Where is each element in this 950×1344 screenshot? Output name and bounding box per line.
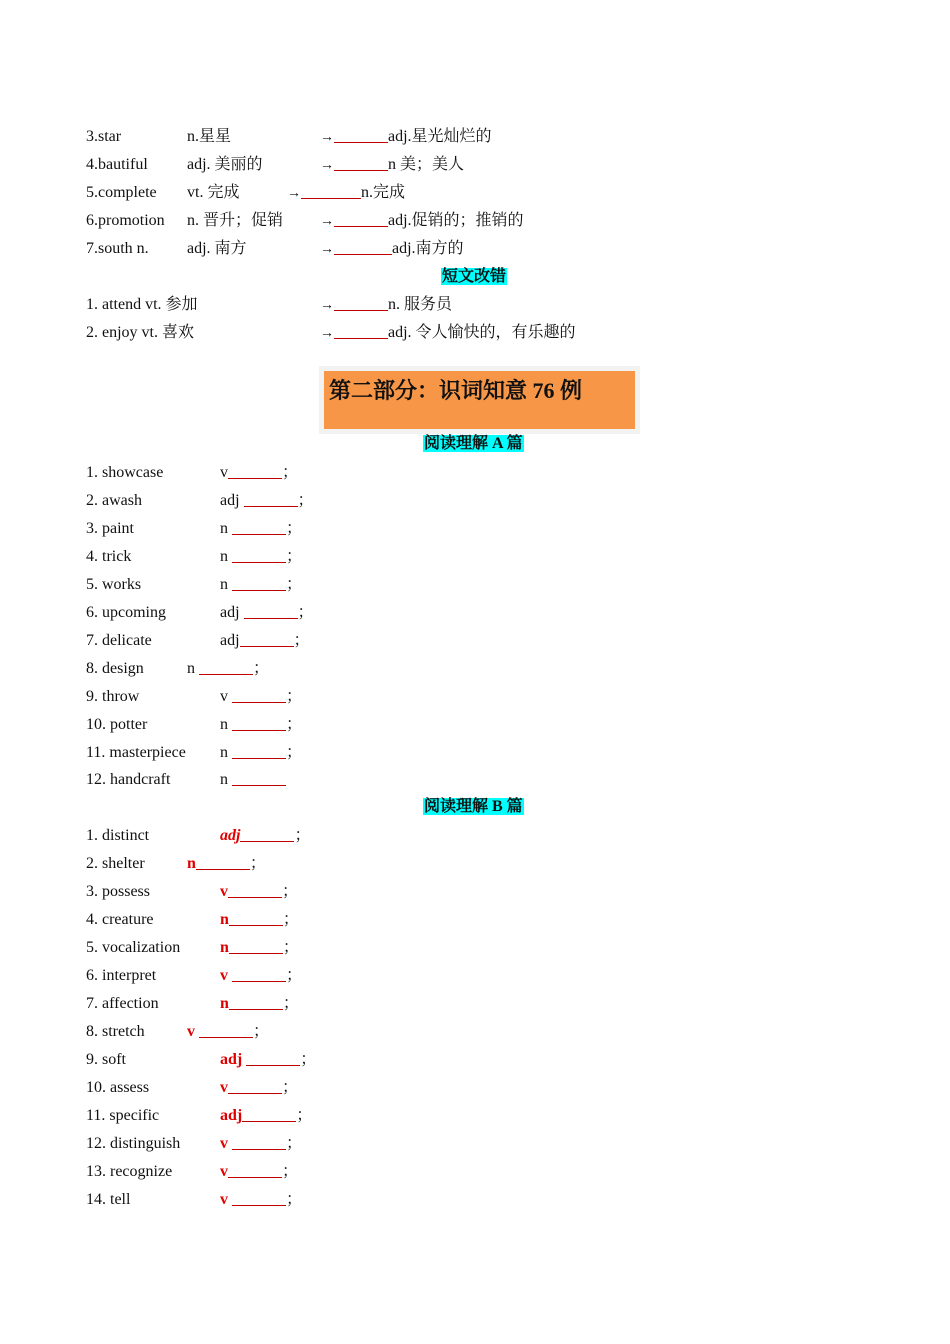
- answer-blank[interactable]: [334, 210, 388, 227]
- word: 11. specific: [86, 1107, 160, 1124]
- row-end: ；: [282, 995, 299, 1012]
- row-end: ；: [286, 520, 303, 537]
- answer-blank[interactable]: [229, 909, 283, 926]
- row-end: ；: [286, 967, 303, 984]
- word: 6. upcoming: [86, 604, 166, 621]
- target-form: adj. 令人愉快的，有乐趣的: [388, 324, 576, 341]
- part-of-speech: n: [187, 660, 195, 677]
- word: 4. creature: [86, 911, 154, 928]
- row-end: ；: [286, 716, 303, 733]
- answer-blank[interactable]: [232, 546, 286, 563]
- target-form: n.完成: [361, 184, 406, 201]
- answer-blank[interactable]: [242, 1105, 296, 1122]
- part-of-speech: v: [220, 967, 228, 984]
- answer-blank[interactable]: [232, 965, 286, 982]
- row-end: ；: [253, 660, 270, 677]
- arrow-icon: →: [320, 326, 334, 341]
- row-end: ；: [286, 548, 303, 565]
- word: 7. affection: [86, 995, 159, 1012]
- answer-blank[interactable]: [232, 1189, 286, 1206]
- row-end: ；: [286, 1191, 303, 1208]
- answer-blank[interactable]: [229, 993, 283, 1010]
- part-of-speech: n: [220, 576, 228, 593]
- answer-blank[interactable]: [228, 881, 282, 898]
- meaning: n.星星: [187, 128, 232, 145]
- word: 4. trick: [86, 548, 132, 565]
- answer-blank[interactable]: [232, 574, 286, 591]
- word: 8. design: [86, 660, 144, 677]
- row-end: ；: [282, 939, 299, 956]
- word: 6.promotion: [86, 212, 165, 229]
- part-of-speech: adj: [220, 604, 240, 621]
- word: 8. stretch: [86, 1023, 145, 1040]
- answer-blank[interactable]: [228, 1161, 282, 1178]
- answer-blank[interactable]: [301, 182, 361, 199]
- target-form: n. 服务员: [388, 296, 453, 313]
- part-of-speech: n: [220, 520, 228, 537]
- answer-blank[interactable]: [244, 602, 298, 619]
- word: 3. possess: [86, 883, 151, 900]
- row-end: ；: [253, 1023, 270, 1040]
- answer-blank[interactable]: [246, 1049, 300, 1066]
- answer-blank[interactable]: [228, 462, 282, 479]
- part-of-speech: v: [220, 464, 228, 481]
- word: 10. assess: [86, 1079, 150, 1096]
- word: 12. distinguish: [86, 1135, 181, 1152]
- word: 4.bautiful: [86, 156, 148, 173]
- row-end: ；: [286, 576, 303, 593]
- target-form: adj.南方的: [392, 240, 464, 257]
- word: 7.south n.: [86, 240, 149, 257]
- part-of-speech: adj: [220, 632, 240, 649]
- answer-blank[interactable]: [232, 769, 286, 786]
- part-of-speech: n: [220, 548, 228, 565]
- part-of-speech: n: [187, 855, 196, 872]
- answer-blank[interactable]: [232, 742, 286, 759]
- answer-blank[interactable]: [334, 322, 388, 339]
- row-end: ；: [296, 1107, 313, 1124]
- target-form: adj.星光灿烂的: [388, 128, 492, 145]
- word: 5.complete: [86, 184, 157, 201]
- part-of-speech: v: [220, 688, 228, 705]
- error-correction-heading: 短文改错: [442, 268, 507, 285]
- answer-blank[interactable]: [196, 853, 250, 870]
- answer-blank[interactable]: [232, 518, 286, 535]
- word: 2. shelter: [86, 855, 145, 872]
- word: 6. interpret: [86, 967, 157, 984]
- target-form: adj.促销的；推销的: [388, 212, 524, 229]
- row-end: ；: [286, 744, 303, 761]
- answer-blank[interactable]: [228, 1077, 282, 1094]
- row-end: ；: [297, 492, 314, 509]
- word: 1. distinct: [86, 827, 150, 844]
- part-of-speech: adj: [220, 1107, 243, 1124]
- word: 7. delicate: [86, 632, 152, 649]
- meaning: adj. 南方: [187, 240, 247, 257]
- word: 5. works: [86, 576, 142, 593]
- answer-blank[interactable]: [229, 937, 283, 954]
- part-of-speech: n: [220, 716, 228, 733]
- row-end: ；: [282, 883, 299, 900]
- word: 9. throw: [86, 688, 140, 705]
- arrow-icon: →: [287, 186, 301, 201]
- part-of-speech: v: [220, 1079, 228, 1096]
- answer-blank[interactable]: [240, 630, 294, 647]
- part-of-speech: v: [220, 1191, 228, 1208]
- part-of-speech: adj: [220, 1051, 243, 1068]
- word: 3.star: [86, 128, 122, 145]
- row-end: ；: [293, 632, 310, 649]
- part-of-speech: v: [187, 1023, 195, 1040]
- answer-blank[interactable]: [334, 154, 388, 171]
- answer-blank[interactable]: [334, 126, 388, 143]
- meaning: adj. 美丽的: [187, 156, 263, 173]
- part-of-speech: v: [220, 1163, 228, 1180]
- row-end: ；: [286, 1135, 303, 1152]
- answer-blank[interactable]: [232, 686, 286, 703]
- word: 10. potter: [86, 716, 148, 733]
- meaning: n. 晋升；促销: [187, 212, 284, 229]
- answer-blank[interactable]: [199, 1021, 253, 1038]
- answer-blank[interactable]: [199, 658, 253, 675]
- answer-blank[interactable]: [232, 714, 286, 731]
- part-of-speech: n: [220, 939, 229, 956]
- answer-blank[interactable]: [232, 1133, 286, 1150]
- part-of-speech: n: [220, 995, 229, 1012]
- part-of-speech: v: [220, 883, 228, 900]
- row-end: ；: [300, 1051, 317, 1068]
- reading-a-heading: 阅读理解 A 篇: [424, 435, 523, 452]
- section-banner: [319, 366, 640, 434]
- reading-b-heading: 阅读理解 B 篇: [424, 798, 523, 815]
- row-end: ；: [282, 1079, 299, 1096]
- part-of-speech: n: [220, 911, 229, 928]
- word: 12. handcraft: [86, 771, 171, 788]
- arrow-icon: →: [320, 242, 334, 257]
- row-end: ；: [249, 855, 266, 872]
- part-of-speech: adj: [220, 827, 241, 844]
- row-end: ；: [282, 1163, 299, 1180]
- answer-blank[interactable]: [334, 238, 392, 255]
- arrow-icon: →: [320, 158, 334, 173]
- row-end: ；: [297, 604, 314, 621]
- section-banner-title: 第二部分：识词知意 76 例: [324, 371, 635, 429]
- part-of-speech: n: [220, 744, 228, 761]
- word: 3. paint: [86, 520, 134, 537]
- word: 5. vocalization: [86, 939, 181, 956]
- word: 11. masterpiece: [86, 744, 186, 761]
- answer-blank[interactable]: [244, 490, 298, 507]
- word: 14. tell: [86, 1191, 131, 1208]
- word: 2. enjoy vt. 喜欢: [86, 324, 194, 341]
- target-form: n 美；美人: [388, 156, 465, 173]
- part-of-speech: n: [220, 771, 228, 788]
- part-of-speech: v: [220, 1135, 228, 1152]
- row-end: ；: [282, 464, 299, 481]
- part-of-speech: adj: [220, 492, 240, 509]
- row-end: ；: [286, 688, 303, 705]
- answer-blank[interactable]: [334, 294, 388, 311]
- word: 1. attend vt. 参加: [86, 296, 198, 313]
- arrow-icon: →: [320, 298, 334, 313]
- arrow-icon: →: [320, 214, 334, 229]
- meaning: vt. 完成: [187, 184, 240, 201]
- answer-blank[interactable]: [240, 825, 294, 842]
- row-end: ；: [294, 827, 311, 844]
- word: 2. awash: [86, 492, 142, 509]
- word: 9. soft: [86, 1051, 126, 1068]
- row-end: ；: [282, 911, 299, 928]
- word: 13. recognize: [86, 1163, 173, 1180]
- word: 1. showcase: [86, 464, 164, 481]
- arrow-icon: →: [320, 130, 334, 145]
